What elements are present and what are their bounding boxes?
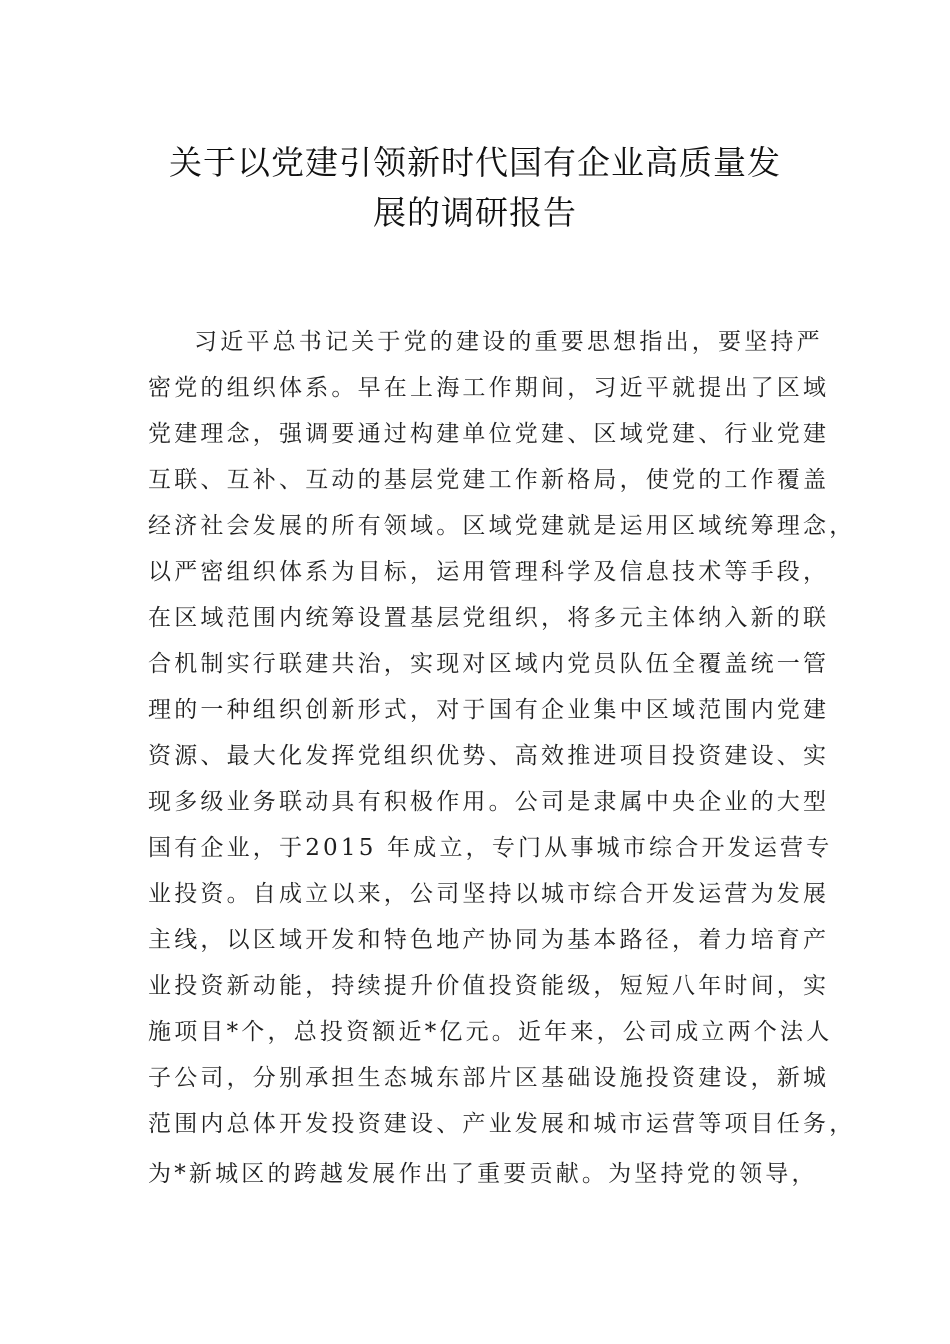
paragraph-line: 党建理念，强调要通过构建单位党建、区域党建、行业党建 (148, 421, 830, 447)
title-line-1: 关于以党建引领新时代国有企业高质量发 (169, 143, 781, 182)
paragraph-line: 资源、最大化发挥党组织优势、高效推进项目投资建设、实 (148, 743, 830, 769)
body-paragraph (148, 319, 856, 1197)
paragraph-line: 密党的组织体系。早在上海工作期间，习近平就提出了区域 (148, 375, 830, 401)
paragraph-line: 合机制实行联建共治，实现对区域内党员队伍全覆盖统一管 (148, 651, 830, 677)
paragraph-line: 范围内总体开发投资建设、产业发展和城市运营等项目任务， (148, 1111, 856, 1137)
paragraph-line: 理的一种组织创新形式，对于国有企业集中区域范围内党建 (148, 697, 830, 723)
paragraph-line: 国有企业，于2015 年成立，专门从事城市综合开发运营专 (148, 835, 833, 861)
paragraph-line: 子公司，分别承担生态城东部片区基础设施投资建设，新城 (148, 1065, 830, 1091)
paragraph-line: 为*新城区的跨越发展作出了重要贡献。为坚持党的领导， (148, 1161, 818, 1187)
paragraph-line: 以严密组织体系为目标，运用管理科学及信息技术等手段， (148, 559, 830, 585)
paragraph-line: 主线，以区域开发和特色地产协同为基本路径，着力培育产 (148, 927, 830, 953)
paragraph-line: 业投资新动能，持续提升价值投资能级，短短八年时间，实 (148, 973, 830, 999)
paragraph-line: 施项目*个，总投资额近*亿元。近年来，公司成立两个法人 (148, 1019, 833, 1045)
title-line-2: 展的调研报告 (373, 193, 577, 232)
paragraph-line: 在区域范围内统筹设置基层党组织，将多元主体纳入新的联 (148, 605, 830, 631)
paragraph-line: 互联、互补、互动的基层党建工作新格局，使党的工作覆盖 (148, 467, 830, 493)
paragraph-line: 经济社会发展的所有领域。区域党建就是运用区域统筹理念， (148, 513, 856, 539)
paragraph-line: 业投资。自成立以来，公司坚持以城市综合开发运营为发展 (148, 881, 830, 907)
paragraph-line: 现多级业务联动具有积极作用。公司是隶属中央企业的大型 (148, 789, 830, 815)
document-title (120, 138, 830, 238)
paragraph-line: 习近平总书记关于党的建设的重要思想指出，要坚持严 (194, 329, 823, 355)
